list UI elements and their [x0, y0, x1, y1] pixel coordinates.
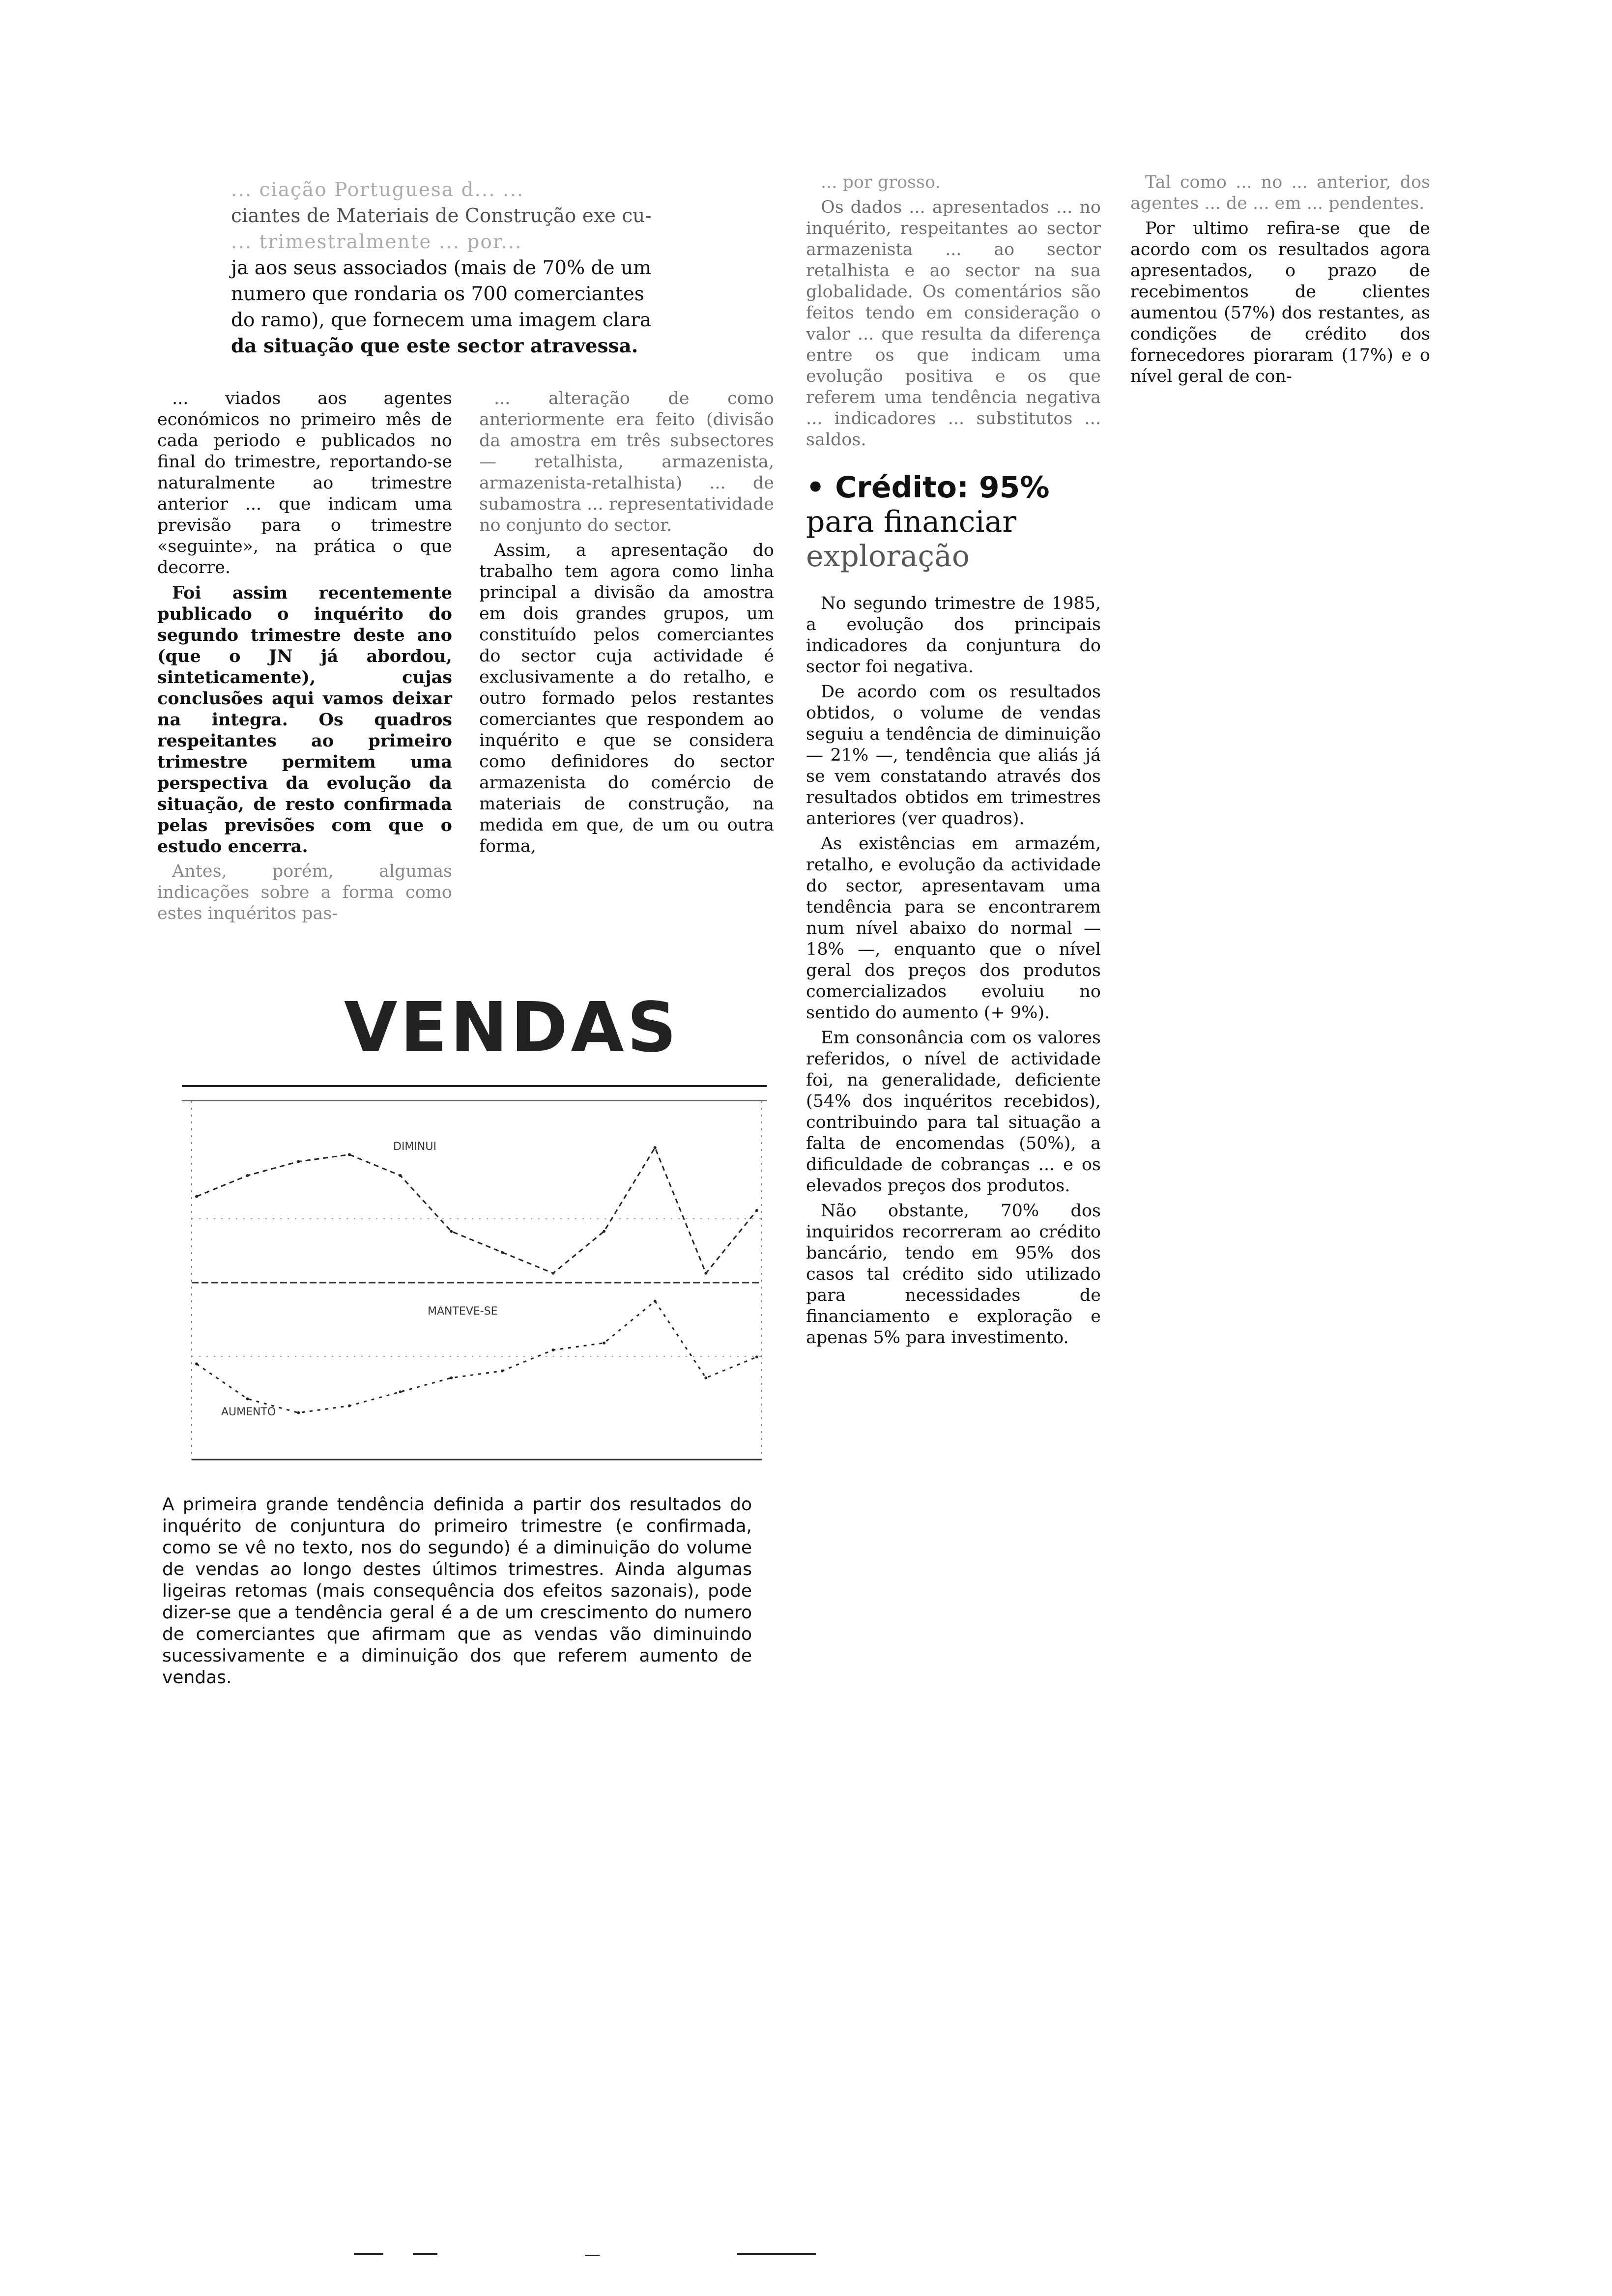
subheadline	[806, 470, 1101, 574]
series-point	[348, 1153, 351, 1156]
series-line	[197, 1148, 757, 1273]
subheadline-line: para financiar	[806, 505, 1017, 539]
sales-line-chart	[182, 1076, 772, 1479]
series-point	[450, 1377, 453, 1379]
paragraph: Não obstante, 70% dos inquiridos recorreram ao crédito bancário, tendo em 95% dos casos tal crédito sido utilizado para necessidades de financiamento e exploração e apenas 5% para investimento.	[806, 1201, 1101, 1348]
series-point	[399, 1174, 402, 1177]
lead-line: da situação que este sector atravessa.	[231, 335, 638, 357]
chart-series-layer	[195, 1146, 758, 1414]
series-point	[297, 1411, 300, 1414]
paragraph: Tal como ... no ... anterior, dos agentes ... de ... em ... pendentes.	[1130, 172, 1430, 213]
series-line	[197, 1301, 757, 1413]
series-point	[704, 1377, 707, 1379]
series-point	[501, 1370, 504, 1373]
lead-paragraph	[231, 177, 777, 359]
subheadline-line: exploração	[806, 539, 970, 574]
series-point	[195, 1195, 198, 1198]
series-point	[501, 1251, 504, 1254]
label-manteve: MANTEVE-SE	[428, 1305, 498, 1318]
lead-line: ... ciação Portuguesa d... ...	[231, 179, 524, 201]
chart-title: VENDAS	[344, 988, 680, 1068]
paragraph: Em consonância com os valores referidos, o nível de actividade foi, na generalidade, deficiente (54% dos inquéritos recebidos), contribuindo para tal situação a falta de encomendas (50%), a dificuldade de cobranças ... e os elevados preços dos produtos.	[806, 1028, 1101, 1196]
paragraph: No segundo trimestre de 1985, a evolução dos principais indicadores da conjuntura do sector foi negativa.	[806, 594, 1101, 677]
paragraph: De acordo com os resultados obtidos, o volume de vendas seguiu a tendência de diminuição — 21% —, tendência que aliás já se vem constatando através dos resultados obtidos em trimestres anteriores (ver quadros).	[806, 682, 1101, 829]
lead-line: do ramo), que fornecem uma imagem clara	[231, 309, 652, 331]
scan-artifact	[354, 2253, 383, 2255]
paragraph: Por ultimo refira-se que de acordo com os resultados agora apresentados, o prazo de recebimentos de clientes aumentou (57%) dos restantes, as condições de crédito dos fornecedores pioraram (17%) e o nível geral de con-	[1130, 219, 1430, 386]
series-point	[195, 1362, 198, 1365]
series-point	[297, 1160, 300, 1163]
series-point	[399, 1390, 402, 1393]
label-aumento: AUMENTO	[221, 1406, 276, 1418]
series-point	[450, 1230, 453, 1233]
series-point	[551, 1349, 554, 1351]
paragraph: ... por grosso.	[821, 172, 941, 192]
paragraph: ... viados aos agentes económicos no primeiro mês de cada periodo e publicados no final do trimestre, reportando-se naturalmente ao trimestre anterior ... que indicam uma previsão para o trimestre «seguinte», na prática o que decorre.	[157, 389, 452, 577]
label-diminui: DIMINUI	[393, 1141, 436, 1153]
series-point	[603, 1342, 605, 1345]
series-point	[755, 1209, 758, 1212]
scan-artifact	[737, 2253, 816, 2255]
article-column-4	[1130, 172, 1430, 391]
chart-caption: A primeira grande tendência definida a partir dos resultados do inquérito de conjuntura do primeiro trimestre (e confirmada, como se vê no texto, nos do segundo) é a diminuição do volume de vendas ao longo destes últimos trimestres. Ainda algumas ligeiras retomas (mais consequência dos efeitos sazonais), pode dizer-se que a tendência geral é a de um crescimento do numero de comerciantes que afirmam que as vendas vão diminuindo sucessivamente e a diminuição dos que referem aumento de vendas.	[162, 1494, 752, 1688]
lead-line: ciantes de Materiais de Construção exe cu-	[231, 205, 652, 227]
paragraph: Antes, porém, algumas indicações sobre a forma como estes inquéritos pas-	[157, 861, 452, 923]
lead-line: ... trimestralmente ... por...	[231, 231, 522, 253]
paragraph: ... alteração de como anteriormente era feito (divisão da amostra em três subsectores — retalhista, armazenista, armazenista-retalhista) ... de subamostra ... representatividade no conjunto do sector.	[479, 389, 774, 535]
article-column-1	[157, 388, 452, 928]
series-point	[246, 1174, 249, 1177]
series-point	[551, 1272, 554, 1275]
series-point	[603, 1230, 605, 1233]
series-point	[348, 1405, 351, 1407]
lead-line: numero que rondaria os 700 comerciantes	[231, 283, 644, 305]
scan-artifact	[413, 2253, 437, 2255]
paragraph: Assim, a apresentação do trabalho tem agora como linha principal a divisão da amostra em dois grandes grupos, um constituído pelos comerciantes do sector cuja actividade é exclusivamente a do retalho, e outro formado pelos restantes comerciantes que respondem ao inquérito e que se considera como definidores do sector armazenista do comércio de materiais de construção, na medida em que, de um ou outra forma,	[479, 541, 774, 856]
article-column-2	[479, 388, 774, 861]
series-point	[755, 1355, 758, 1358]
lead-line: ja aos seus associados (mais de 70% de um	[231, 257, 652, 279]
paragraph: As existências em armazém, retalho, e evolução da actividade do sector, apresentavam uma tendência para se encontrarem num nível abaixo do normal — 18% —, enquanto que o nível geral dos preços dos produtos comercializados evoluiu no sentido do aumento (+ 9%).	[806, 834, 1101, 1023]
series-point	[246, 1397, 249, 1400]
series-point	[704, 1272, 707, 1275]
paragraph: Os dados ... apresentados ... no inquérito, respeitantes ao sector armazenista ... ao sector retalhista e ao sector na sua globalidade. Os comentários são feitos tendo em consideração o valor ... que resulta da diferença entre os que indicam uma evolução positiva e os que referem uma tendência negativa ... indicadores ... substitutos ... saldos.	[806, 198, 1101, 450]
scan-artifact	[585, 2255, 600, 2256]
subheadline-line: • Crédito: 95%	[806, 470, 1050, 505]
paragraph: Foi assim recentemente publicado o inquérito do segundo trimestre deste ano (que o JN já abordou, sinteticamente), cujas conclusões aqui vamos deixar na integra. Os quadros respeitantes ao primeiro trimestre permitem uma perspectiva da evolução da situação, de resto confirmada pelas previsões com que o estudo encerra.	[157, 583, 452, 857]
article-column-3	[806, 172, 1101, 1352]
series-point	[654, 1300, 657, 1303]
series-point	[654, 1146, 657, 1149]
